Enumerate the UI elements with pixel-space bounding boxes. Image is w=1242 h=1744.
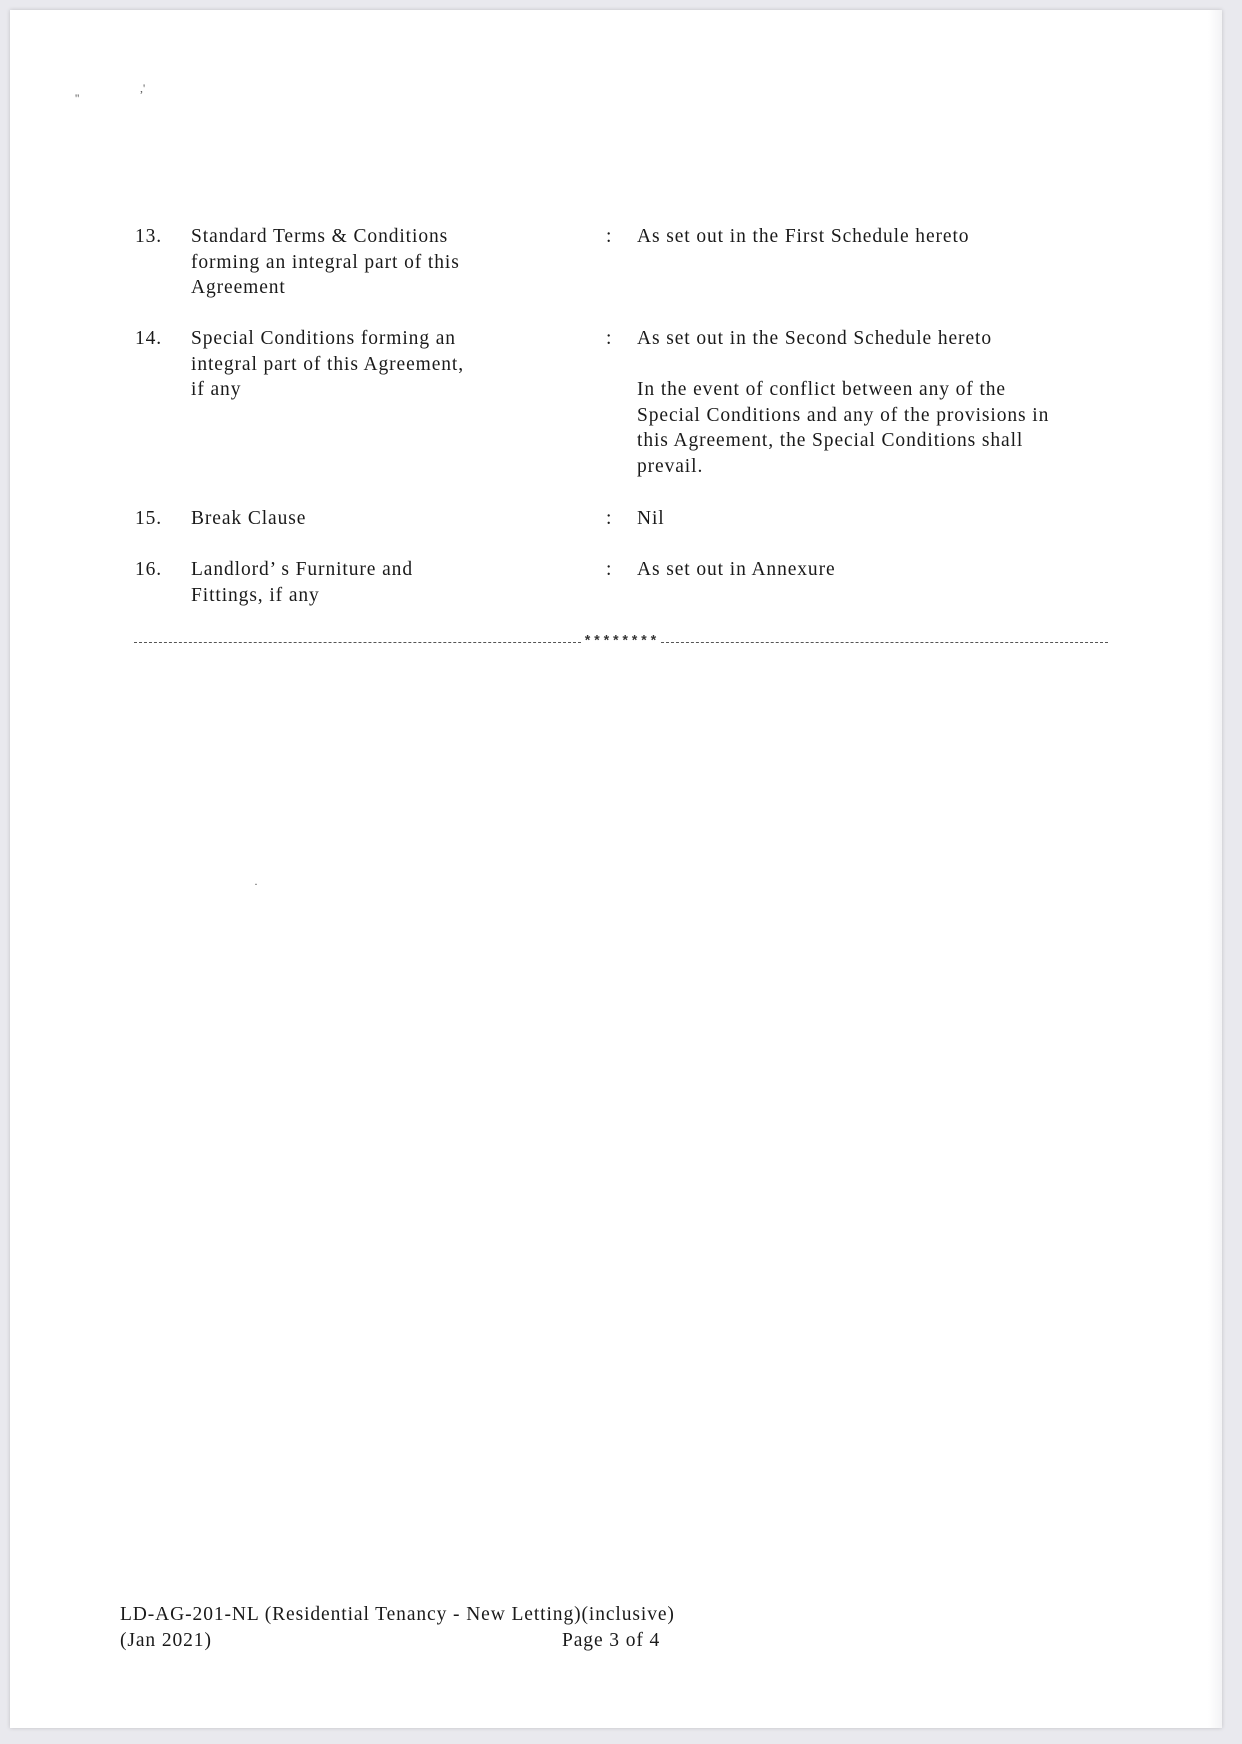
clause-value-line: As set out in Annexure bbox=[637, 559, 836, 580]
clause-label-line: Agreement bbox=[191, 277, 286, 298]
footer-form-code: LD-AG-201-NL (Residential Tenancy - New Letting)(inclusive) bbox=[120, 1604, 675, 1625]
clause-value bbox=[637, 506, 1127, 532]
scan-speck: ,' bbox=[140, 81, 146, 95]
clause-note-line: prevail. bbox=[637, 455, 704, 477]
scan-speck: '' bbox=[75, 91, 80, 105]
clause-label bbox=[191, 326, 521, 403]
clause-label-line: if any bbox=[191, 379, 242, 400]
page-edge-shadow bbox=[1208, 10, 1222, 1728]
clause-colon: : bbox=[606, 508, 613, 529]
clause-value bbox=[637, 326, 1127, 479]
separator-dashes-right bbox=[661, 642, 1108, 643]
clause-note-line: this Agreement, the Special Conditions shall bbox=[637, 430, 1024, 451]
clause-label bbox=[191, 506, 521, 532]
clause-label-line: Standard Terms & Conditions bbox=[191, 226, 449, 247]
clause-colon: : bbox=[606, 328, 613, 349]
section-separator bbox=[134, 634, 1108, 650]
footer-page-number: Page 3 of 4 bbox=[562, 1630, 661, 1651]
clause-note-line: In the event of conflict between any of the bbox=[637, 379, 1006, 400]
clause-value bbox=[637, 557, 1127, 583]
clause-value-line: As set out in the Second Schedule hereto bbox=[637, 328, 992, 349]
clause-label-line: Special Conditions forming an bbox=[191, 328, 456, 349]
clause-note-line: Special Conditions and any of the provisions in bbox=[637, 404, 1050, 426]
clause-number: 13. bbox=[135, 226, 163, 247]
clause-label-line: Fittings, if any bbox=[191, 584, 320, 606]
scan-speck: · bbox=[254, 877, 258, 891]
clause-value bbox=[637, 224, 1127, 250]
clause-colon: : bbox=[606, 559, 613, 580]
clause-value-line: Nil bbox=[637, 508, 665, 529]
clause-number: 15. bbox=[135, 508, 163, 529]
footer-date: (Jan 2021) bbox=[120, 1630, 212, 1651]
clause-label-line: Break Clause bbox=[191, 508, 307, 529]
separator-stars: ******** bbox=[583, 634, 659, 650]
document-page bbox=[10, 10, 1222, 1728]
clause-number: 14. bbox=[135, 328, 163, 349]
clause-value-line: As set out in the First Schedule hereto bbox=[637, 226, 970, 247]
clause-colon: : bbox=[606, 226, 613, 247]
separator-dashes-left bbox=[134, 642, 581, 643]
clause-label bbox=[191, 224, 521, 301]
clause-label-line: forming an integral part of this bbox=[191, 251, 460, 273]
clause-number: 16. bbox=[135, 559, 163, 580]
clause-label-line: Landlord’ s Furniture and bbox=[191, 559, 413, 580]
clause-label-line: integral part of this Agreement, bbox=[191, 353, 465, 375]
clause-label bbox=[191, 557, 521, 608]
